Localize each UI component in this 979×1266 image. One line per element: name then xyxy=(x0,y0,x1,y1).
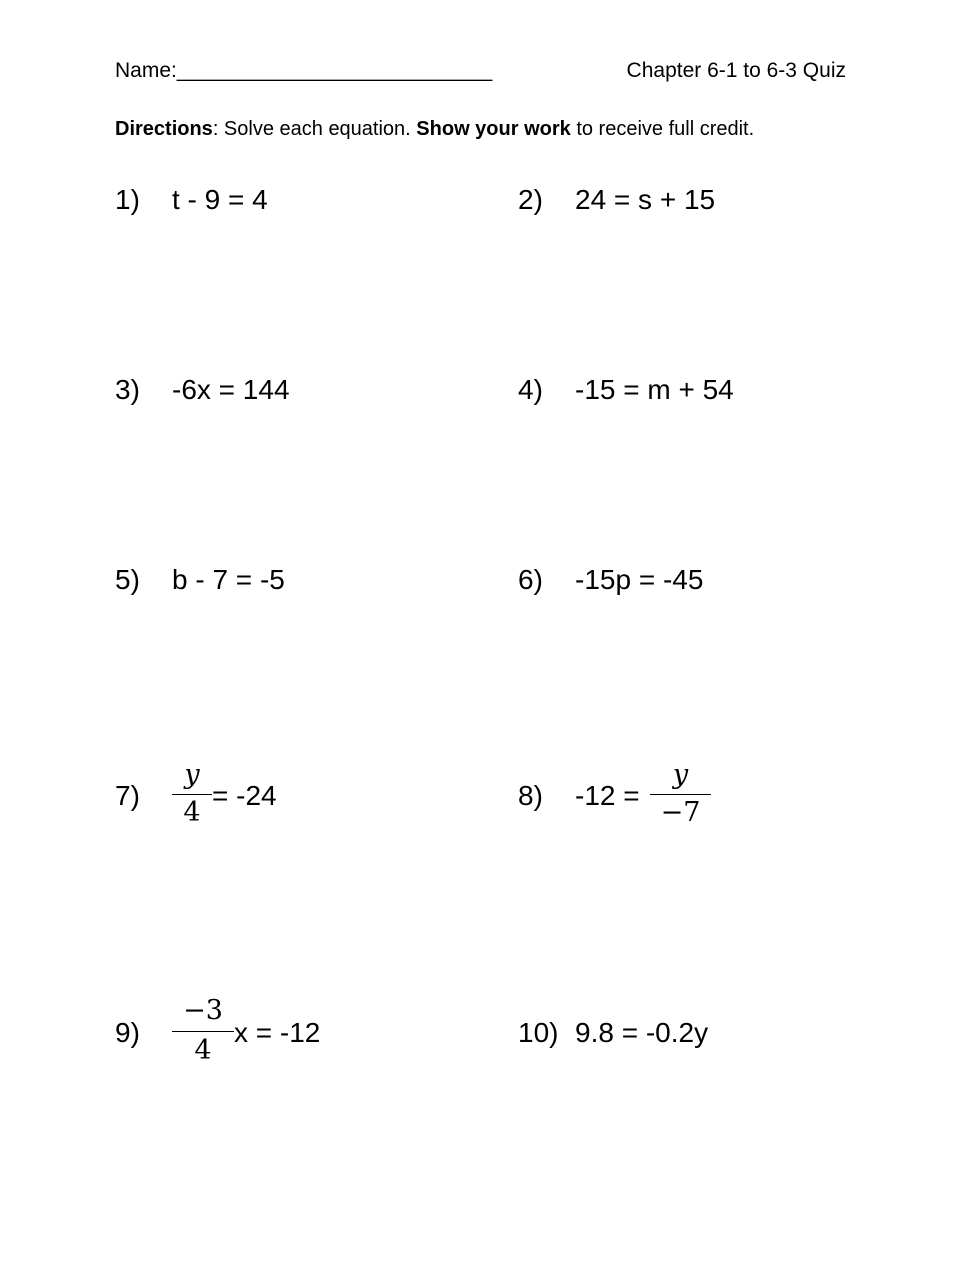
fraction xyxy=(172,758,212,832)
problem-equation: -6x = 144 xyxy=(172,374,290,405)
problem-equation: -15 = m + 54 xyxy=(575,374,734,405)
problem-number: 2) xyxy=(518,184,543,215)
name-label: Name: xyxy=(115,59,177,82)
problem-number: 10) xyxy=(518,1017,559,1048)
directions-label: Directions xyxy=(115,118,213,140)
directions xyxy=(115,117,754,141)
fraction xyxy=(650,758,711,832)
problem-equation-rest: = -24 xyxy=(212,780,277,811)
problem-number: 3) xyxy=(115,374,140,405)
problem-number: 9) xyxy=(115,1017,140,1048)
problem-number: 4) xyxy=(518,374,543,405)
fraction-bar xyxy=(172,794,212,795)
problem-equation: 9.8 = -0.2y xyxy=(575,1017,709,1048)
name-blank[interactable]: ___________________________ xyxy=(176,59,493,82)
fraction-bar xyxy=(172,1031,234,1032)
fraction-numerator: y xyxy=(184,759,200,790)
fraction-numerator: −3 xyxy=(183,995,223,1026)
directions-emphasis: Show your work xyxy=(416,118,571,140)
problem-number: 5) xyxy=(115,564,140,595)
fraction-bar xyxy=(650,794,711,795)
problem-equation: -15p = -45 xyxy=(575,564,704,595)
problem-number: 1) xyxy=(115,184,140,215)
directions-text-1: : Solve each equation. xyxy=(212,118,417,140)
fraction-denominator: 4 xyxy=(194,1035,212,1066)
problem-number: 8) xyxy=(518,780,543,811)
name-line xyxy=(115,59,492,83)
fraction-denominator: −7 xyxy=(660,797,701,828)
fraction xyxy=(172,994,234,1068)
quiz-title: Chapter 6-1 to 6-3 Quiz xyxy=(626,59,846,82)
problem-equation-rest: x = -12 xyxy=(234,1017,321,1048)
fraction-denominator: 4 xyxy=(183,797,201,828)
problem-number: 7) xyxy=(115,780,140,811)
problem-equation: t - 9 = 4 xyxy=(172,184,268,215)
problem-equation: 24 = s + 15 xyxy=(575,184,716,215)
problem-equation-lead: -12 = xyxy=(575,780,640,811)
problem-equation: b - 7 = -5 xyxy=(172,564,285,595)
directions-text-3: to receive full credit. xyxy=(570,118,755,140)
fraction-numerator: y xyxy=(672,759,689,790)
problem-number: 6) xyxy=(518,564,543,595)
